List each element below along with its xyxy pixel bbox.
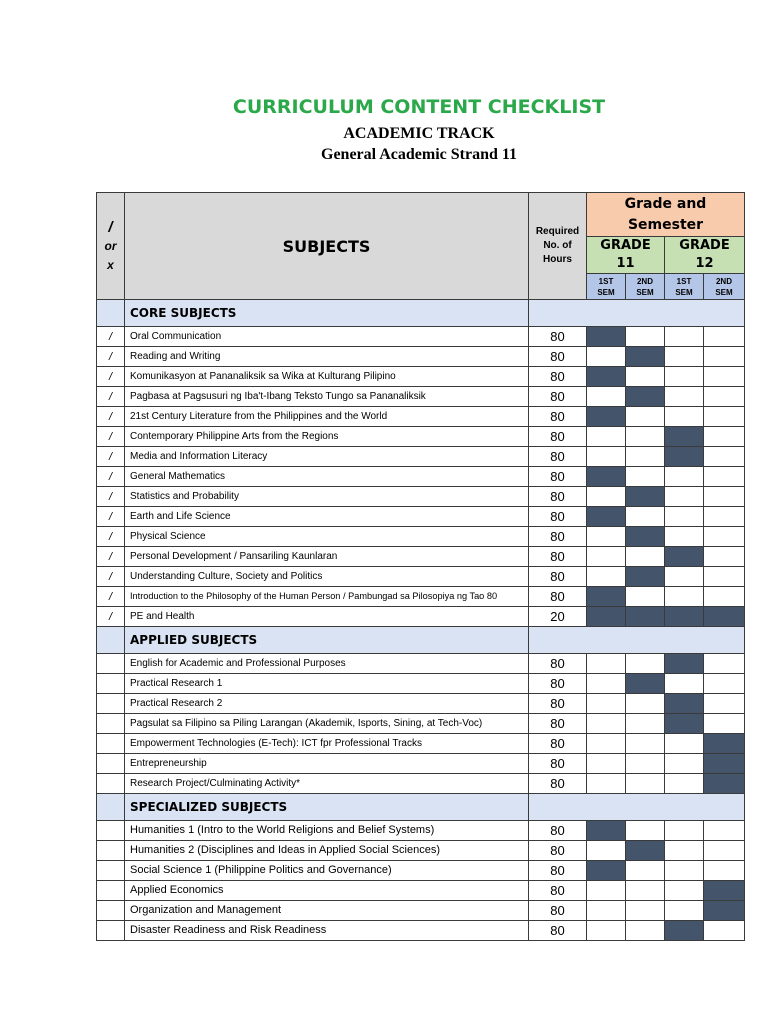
check-mark[interactable]: / <box>97 407 125 427</box>
sem-cell-g12-2nd <box>704 734 745 754</box>
check-mark[interactable]: / <box>97 387 125 407</box>
sem-cell-g11-1st <box>587 861 626 881</box>
required-hours: 80 <box>529 447 587 467</box>
subject-name: English for Academic and Professional Purposes <box>125 654 529 674</box>
required-hours: 80 <box>529 547 587 567</box>
section-header-row <box>97 794 745 821</box>
sem-cell-g12-2nd <box>704 901 745 921</box>
subject-row <box>97 821 745 841</box>
section-check-cell <box>97 794 125 821</box>
grade-and-label: Grade and <box>624 195 707 212</box>
section-name: APPLIED SUBJECTS <box>125 627 529 654</box>
subject-row <box>97 347 745 367</box>
sem-cell-g12-2nd <box>704 387 745 407</box>
subject-row <box>97 694 745 714</box>
curriculum-table <box>96 192 745 941</box>
sem-cell-g12-1st <box>665 694 704 714</box>
sem-cell-g12-2nd <box>704 447 745 467</box>
sem-cell-g11-2nd <box>626 714 665 734</box>
subject-name: Media and Information Literacy <box>125 447 529 467</box>
check-mark[interactable] <box>97 754 125 774</box>
sem-cell-g11-2nd <box>626 407 665 427</box>
check-mark[interactable] <box>97 841 125 861</box>
subject-row <box>97 587 745 607</box>
track-title: ACADEMIC TRACK <box>343 125 495 142</box>
subject-name: Disaster Readiness and Risk Readiness <box>125 921 529 941</box>
required-hours: 80 <box>529 821 587 841</box>
sem-cell-g11-1st <box>587 567 626 587</box>
sem-cell-g11-2nd <box>626 487 665 507</box>
sem-cell-g12-2nd <box>704 841 745 861</box>
subject-name: General Mathematics <box>125 467 529 487</box>
required-hours: 80 <box>529 467 587 487</box>
subject-row <box>97 901 745 921</box>
semester-label: Semester <box>627 216 704 233</box>
required-hours: 80 <box>529 901 587 921</box>
sem-cell-g11-1st <box>587 387 626 407</box>
subject-name: Reading and Writing <box>125 347 529 367</box>
subject-name: Pagbasa at Pagsusuri ng Iba't-Ibang Teksto Tungo sa Pananaliksik <box>125 387 529 407</box>
subject-row <box>97 921 745 941</box>
sem-cell-g11-1st <box>587 654 626 674</box>
sem-cell-g11-1st <box>587 841 626 861</box>
sem-cell-g12-1st <box>665 754 704 774</box>
sem-cell-g11-2nd <box>626 841 665 861</box>
sem-word: SEM <box>715 287 733 297</box>
check-mark[interactable]: / <box>97 487 125 507</box>
sem-cell-g12-2nd <box>704 487 745 507</box>
sem-cell-g11-1st <box>587 714 626 734</box>
hours-label: Hours <box>543 254 572 265</box>
subject-row <box>97 881 745 901</box>
sem-cell-g11-1st <box>587 674 626 694</box>
sem-ordinal: 2ND <box>715 276 732 286</box>
subject-name: Practical Research 2 <box>125 694 529 714</box>
sem-cell-g11-1st <box>587 547 626 567</box>
check-mark[interactable]: / <box>97 567 125 587</box>
subject-row <box>97 447 745 467</box>
subject-name: Statistics and Probability <box>125 487 529 507</box>
subject-row <box>97 467 745 487</box>
section-blank-cell <box>529 627 745 654</box>
subject-row <box>97 527 745 547</box>
sem-word: SEM <box>675 287 693 297</box>
required-hours: 80 <box>529 567 587 587</box>
subject-row <box>97 507 745 527</box>
sem-header-g12-1st <box>665 274 704 300</box>
check-mark[interactable]: / <box>97 547 125 567</box>
sem-cell-g12-2nd <box>704 367 745 387</box>
check-mark[interactable]: / <box>97 427 125 447</box>
subject-name: Humanities 1 (Intro to the World Religions and Belief Systems) <box>125 821 529 841</box>
sem-cell-g11-2nd <box>626 387 665 407</box>
sem-cell-g12-2nd <box>704 327 745 347</box>
sem-cell-g12-2nd <box>704 587 745 607</box>
sem-cell-g11-1st <box>587 327 626 347</box>
sem-cell-g11-1st <box>587 774 626 794</box>
sem-cell-g11-1st <box>587 427 626 447</box>
subject-name: PE and Health <box>125 607 529 627</box>
check-mark[interactable]: / <box>97 607 125 627</box>
subject-name: Introduction to the Philosophy of the Human Person / Pambungad sa Pilosopiya ng Tao 80 <box>125 587 529 607</box>
check-mark[interactable]: / <box>97 527 125 547</box>
sem-cell-g12-1st <box>665 367 704 387</box>
section-name: SPECIALIZED SUBJECTS <box>125 794 529 821</box>
sem-ordinal: 2ND <box>636 276 653 286</box>
subject-row <box>97 841 745 861</box>
sem-cell-g11-1st <box>587 447 626 467</box>
check-mark[interactable]: / <box>97 587 125 607</box>
sem-cell-g12-1st <box>665 587 704 607</box>
subject-name: Organization and Management <box>125 901 529 921</box>
check-mark[interactable]: / <box>97 327 125 347</box>
required-hours: 80 <box>529 841 587 861</box>
or-label: or <box>104 238 117 253</box>
section-header-row <box>97 627 745 654</box>
section-blank-cell <box>529 300 745 327</box>
sem-cell-g12-1st <box>665 327 704 347</box>
sem-cell-g11-1st <box>587 467 626 487</box>
x-label: x <box>107 257 114 272</box>
required-hours: 80 <box>529 427 587 447</box>
curriculum-table-body <box>97 193 745 941</box>
subject-name: Oral Communication <box>125 327 529 347</box>
sem-cell-g12-2nd <box>704 427 745 447</box>
sem-cell-g12-2nd <box>704 347 745 367</box>
sem-cell-g11-2nd <box>626 901 665 921</box>
sem-cell-g12-1st <box>665 547 704 567</box>
required-hours: 80 <box>529 674 587 694</box>
sem-cell-g12-2nd <box>704 567 745 587</box>
check-mark[interactable]: / <box>97 507 125 527</box>
check-mark[interactable] <box>97 901 125 921</box>
sem-cell-g11-2nd <box>626 881 665 901</box>
required-hours: 80 <box>529 527 587 547</box>
sem-cell-g12-1st <box>665 487 704 507</box>
check-mark[interactable] <box>97 921 125 941</box>
sem-cell-g12-1st <box>665 821 704 841</box>
section-check-cell <box>97 300 125 327</box>
required-hours: 80 <box>529 487 587 507</box>
subject-name: Earth and Life Science <box>125 507 529 527</box>
document-title: CURRICULUM CONTENT CHECKLIST <box>232 96 606 118</box>
sem-cell-g12-2nd <box>704 467 745 487</box>
sem-cell-g12-1st <box>665 861 704 881</box>
subject-name: Physical Science <box>125 527 529 547</box>
sem-cell-g12-1st <box>665 347 704 367</box>
sem-cell-g12-1st <box>665 881 704 901</box>
sem-header-g11-2nd <box>626 274 665 300</box>
subject-row <box>97 714 745 734</box>
subject-name: Humanities 2 (Disciplines and Ideas in Applied Social Sciences) <box>125 841 529 861</box>
sem-cell-g11-2nd <box>626 547 665 567</box>
sem-cell-g11-2nd <box>626 587 665 607</box>
subject-name: Komunikasyon at Pananaliksik sa Wika at Kulturang Pilipino <box>125 367 529 387</box>
sem-cell-g11-2nd <box>626 774 665 794</box>
sem-cell-g11-1st <box>587 507 626 527</box>
required-hours: 80 <box>529 694 587 714</box>
section-check-cell <box>97 627 125 654</box>
subject-row <box>97 387 745 407</box>
required-hours: 80 <box>529 714 587 734</box>
sem-cell-g11-2nd <box>626 427 665 447</box>
sem-cell-g12-1st <box>665 447 704 467</box>
sem-cell-g12-1st <box>665 607 704 627</box>
sem-cell-g12-1st <box>665 507 704 527</box>
sem-cell-g11-1st <box>587 587 626 607</box>
check-mark[interactable]: / <box>97 367 125 387</box>
subject-name: Pagsulat sa Filipino sa Piling Larangan (Akademik, Isports, Sining, at Tech-Voc) <box>125 714 529 734</box>
sem-cell-g12-2nd <box>704 547 745 567</box>
sem-word: SEM <box>597 287 615 297</box>
subject-name: Empowerment Technologies (E-Tech): ICT fpr Professional Tracks <box>125 734 529 754</box>
required-hours: 80 <box>529 347 587 367</box>
sem-cell-g12-2nd <box>704 674 745 694</box>
subject-name: Practical Research 1 <box>125 674 529 694</box>
grade-semester-header <box>587 193 745 237</box>
required-hours: 80 <box>529 654 587 674</box>
subject-row <box>97 861 745 881</box>
sem-cell-g11-2nd <box>626 367 665 387</box>
sem-cell-g12-1st <box>665 654 704 674</box>
sem-cell-g12-1st <box>665 387 704 407</box>
sem-cell-g11-2nd <box>626 527 665 547</box>
required-hours: 80 <box>529 921 587 941</box>
section-blank-cell <box>529 794 745 821</box>
sem-cell-g11-2nd <box>626 467 665 487</box>
sem-cell-g11-1st <box>587 921 626 941</box>
sem-cell-g12-2nd <box>704 921 745 941</box>
sem-cell-g12-1st <box>665 427 704 447</box>
check-mark[interactable] <box>97 821 125 841</box>
sem-cell-g12-1st <box>665 921 704 941</box>
sem-cell-g11-1st <box>587 607 626 627</box>
required-hours: 80 <box>529 367 587 387</box>
check-mark[interactable] <box>97 734 125 754</box>
sem-cell-g12-2nd <box>704 861 745 881</box>
sem-cell-g12-2nd <box>704 607 745 627</box>
strand-title: General Academic Strand 11 <box>321 146 517 163</box>
sem-cell-g11-1st <box>587 754 626 774</box>
check-mark[interactable]: / <box>97 347 125 367</box>
subject-row <box>97 774 745 794</box>
subject-name: Social Science 1 (Philippine Politics and Governance) <box>125 861 529 881</box>
grade-word: GRADE <box>600 238 651 253</box>
subject-name: Entrepreneurship <box>125 754 529 774</box>
sem-cell-g11-2nd <box>626 347 665 367</box>
check-mark-label: / <box>108 218 113 236</box>
subject-row <box>97 487 745 507</box>
sem-cell-g11-2nd <box>626 327 665 347</box>
grade-word: GRADE <box>679 238 730 253</box>
sem-cell-g12-1st <box>665 674 704 694</box>
sem-cell-g12-1st <box>665 467 704 487</box>
check-mark[interactable] <box>97 674 125 694</box>
grade-number: 11 <box>616 256 635 271</box>
sem-cell-g12-2nd <box>704 527 745 547</box>
check-mark[interactable]: / <box>97 447 125 467</box>
sem-cell-g11-1st <box>587 527 626 547</box>
sem-cell-g12-2nd <box>704 714 745 734</box>
sem-header-g12-2nd <box>704 274 745 300</box>
required-label: Required <box>535 226 580 237</box>
sem-cell-g11-2nd <box>626 734 665 754</box>
required-hours: 80 <box>529 327 587 347</box>
sem-cell-g11-2nd <box>626 654 665 674</box>
sem-cell-g12-2nd <box>704 774 745 794</box>
section-name: CORE SUBJECTS <box>125 300 529 327</box>
grade-number: 12 <box>695 256 714 271</box>
sem-cell-g11-2nd <box>626 507 665 527</box>
no-of-label: No. of <box>543 240 572 251</box>
required-hours: 20 <box>529 607 587 627</box>
sem-cell-g12-2nd <box>704 754 745 774</box>
required-hours-header <box>529 193 587 300</box>
sem-cell-g12-2nd <box>704 694 745 714</box>
required-hours: 80 <box>529 774 587 794</box>
sem-cell-g11-1st <box>587 487 626 507</box>
sem-cell-g12-2nd <box>704 654 745 674</box>
subject-name: Contemporary Philippine Arts from the Regions <box>125 427 529 447</box>
sem-cell-g12-1st <box>665 714 704 734</box>
check-mark[interactable] <box>97 774 125 794</box>
sem-cell-g11-1st <box>587 367 626 387</box>
subject-name: Understanding Culture, Society and Politics <box>125 567 529 587</box>
sem-ordinal: 1ST <box>676 276 692 286</box>
required-hours: 80 <box>529 507 587 527</box>
sem-cell-g11-2nd <box>626 861 665 881</box>
sem-cell-g11-1st <box>587 407 626 427</box>
sem-cell-g11-1st <box>587 821 626 841</box>
subject-row <box>97 654 745 674</box>
required-hours: 80 <box>529 754 587 774</box>
subject-row <box>97 367 745 387</box>
sem-cell-g11-1st <box>587 881 626 901</box>
sem-cell-g12-1st <box>665 527 704 547</box>
grade-11-header <box>587 237 665 274</box>
sem-cell-g12-2nd <box>704 407 745 427</box>
grade-12-header <box>665 237 745 274</box>
required-hours: 80 <box>529 387 587 407</box>
subject-name: Applied Economics <box>125 881 529 901</box>
subjects-header: SUBJECTS <box>125 193 529 300</box>
subject-row <box>97 754 745 774</box>
section-header-row <box>97 300 745 327</box>
check-mark[interactable] <box>97 881 125 901</box>
sem-word: SEM <box>636 287 654 297</box>
sem-header-g11-1st <box>587 274 626 300</box>
sem-cell-g11-2nd <box>626 447 665 467</box>
sem-cell-g11-2nd <box>626 607 665 627</box>
check-mark[interactable] <box>97 714 125 734</box>
required-hours: 80 <box>529 881 587 901</box>
subject-row <box>97 547 745 567</box>
sem-cell-g11-2nd <box>626 821 665 841</box>
check-column-header <box>97 193 125 300</box>
subject-row <box>97 407 745 427</box>
sem-cell-g12-1st <box>665 734 704 754</box>
subject-row <box>97 607 745 627</box>
sem-cell-g12-1st <box>665 407 704 427</box>
sem-cell-g11-1st <box>587 694 626 714</box>
subject-row <box>97 427 745 447</box>
subject-name: Personal Development / Pansariling Kaunlaran <box>125 547 529 567</box>
subject-row <box>97 567 745 587</box>
sem-cell-g11-2nd <box>626 754 665 774</box>
subject-row <box>97 327 745 347</box>
sem-cell-g11-1st <box>587 347 626 367</box>
sem-cell-g12-1st <box>665 841 704 861</box>
sem-cell-g12-2nd <box>704 821 745 841</box>
sem-cell-g12-2nd <box>704 507 745 527</box>
required-hours: 80 <box>529 587 587 607</box>
sem-cell-g12-1st <box>665 901 704 921</box>
check-mark[interactable] <box>97 654 125 674</box>
sem-cell-g11-2nd <box>626 567 665 587</box>
check-mark[interactable] <box>97 694 125 714</box>
subject-name: Research Project/Culminating Activity* <box>125 774 529 794</box>
sem-cell-g12-1st <box>665 774 704 794</box>
required-hours: 80 <box>529 861 587 881</box>
sem-cell-g11-2nd <box>626 921 665 941</box>
sem-cell-g11-2nd <box>626 674 665 694</box>
sem-cell-g11-1st <box>587 901 626 921</box>
check-mark[interactable]: / <box>97 467 125 487</box>
required-hours: 80 <box>529 407 587 427</box>
sem-ordinal: 1ST <box>598 276 614 286</box>
subject-row <box>97 734 745 754</box>
sem-cell-g12-1st <box>665 567 704 587</box>
check-mark[interactable] <box>97 861 125 881</box>
sem-cell-g12-2nd <box>704 881 745 901</box>
subject-name: 21st Century Literature from the Philippines and the World <box>125 407 529 427</box>
required-hours: 80 <box>529 734 587 754</box>
sem-cell-g11-2nd <box>626 694 665 714</box>
subject-row <box>97 674 745 694</box>
sem-cell-g11-1st <box>587 734 626 754</box>
